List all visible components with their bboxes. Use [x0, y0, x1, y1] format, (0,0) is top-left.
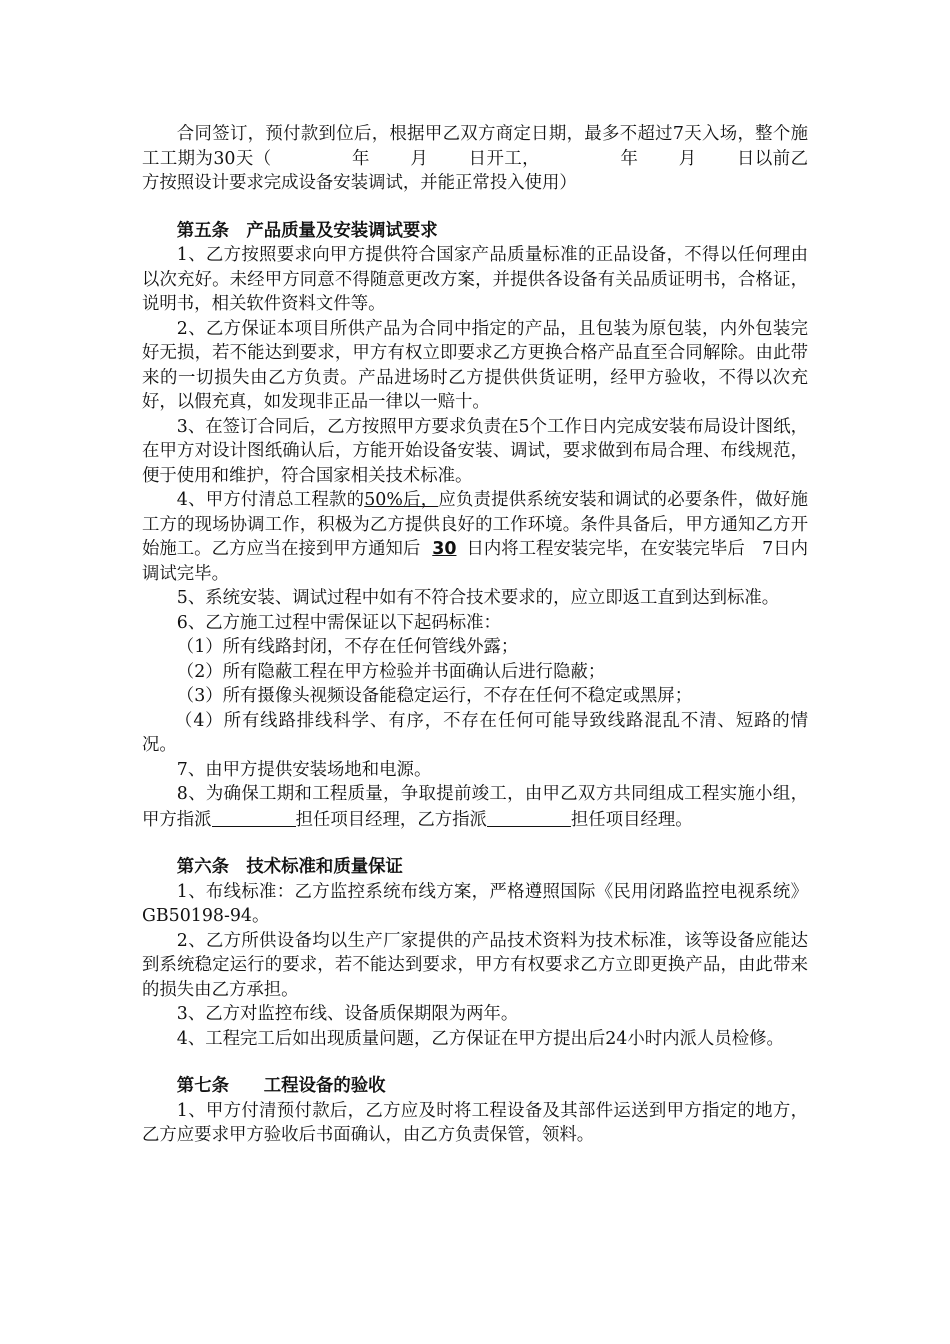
- intro-paragraph: [142, 122, 808, 196]
- item8-text-a: 8、为确保工期和工程质量，争取提前竣工，由甲乙双方共同组成工程实施小组，甲方指派: [142, 784, 808, 830]
- article7-title: 第七条 工程设备的验收: [176, 1076, 386, 1096]
- article5-item: 1、乙方按照要求向甲方提供符合国家产品质量标准的正品设备，不得以任何理由以次充好。未经甲方同意不得随意更改方案，并提供各设备有关品质证明书，合格证，说明书，相关软件资料文件等。: [142, 245, 808, 314]
- manager-a-blank: [212, 807, 296, 827]
- article5-title: 第五条 产品质量及安装调试要求: [176, 220, 438, 241]
- article5-item: 6、乙方施工过程中需保证以下起码标准：: [176, 612, 501, 633]
- article5-item: 5、系统安装、调试过程中如有不符合技术要求的，应立即返工直到达到标准。: [176, 588, 780, 608]
- article5-subitem: （4）所有线路排线科学、有序，不存在任何可能导致线路混乱不清、短路的情况。: [142, 710, 808, 755]
- contract-page: [142, 122, 808, 1148]
- article5-item-4: [142, 488, 808, 586]
- article5-item: 7、由甲方提供安装场地和电源。: [176, 759, 432, 780]
- date-month-1: 月: [409, 148, 429, 169]
- manager-b-blank: [487, 807, 571, 827]
- article7-item: 1、甲方付清预付款后，乙方应及时将工程设备及其部件运送到甲方指定的地方，乙方应要求甲方验收后书面确认，由乙方负责保管，领料。: [142, 1100, 808, 1145]
- intro-text: 合同签订，预付款到位后，根据甲乙双方商定日期，最多不超过7天入场，整个施工工期为30天（: [142, 124, 808, 169]
- date-year-2: 年: [620, 148, 639, 169]
- item8-text-b: 担任项目经理，乙方指派: [295, 809, 487, 830]
- item4-text-a: 4、甲方付清总工程款的: [176, 490, 365, 510]
- date-day-2: 日: [736, 148, 755, 169]
- item4-text-b: 应负责提供系统安装和调试的必要条件，做好施工方的现场协调工作，积极为乙方提供良好的工作环境。条件具备后，甲方通知乙方开始施工。乙方应当在接到甲方通知后: [142, 490, 808, 559]
- article5-item-8: [142, 782, 808, 832]
- article6-item: 3、乙方对监控布线、设备质保期限为两年。: [176, 1004, 519, 1024]
- article6-item: 2、乙方所供设备均以生产厂家提供的产品技术资料为技术标准，该等设备应能达到系统稳定运行的要求，若不能达到要求，甲方有权要求乙方立即更换产品，由此带来的损失由乙方承担。: [142, 930, 808, 1000]
- article6-title: 第六条 技术标准和质量保证: [176, 857, 403, 877]
- item8-text-c: 担任项目经理。: [570, 809, 693, 830]
- article6-item: 4、工程完工后如出现质量问题，乙方保证在甲方提出后24小时内派人员检修。: [176, 1028, 784, 1049]
- article5-item: 3、在签订合同后，乙方按照甲方要求负责在5个工作日内完成安装布局设计图纸，在甲方对设计图纸确认后，方能开始设备安装、调试，要求做到布局合理、布线规范，便于使用和维护，符合国家相关技术标准。: [142, 416, 808, 486]
- item4-days: 30: [432, 539, 457, 559]
- intro-text-end: 以前乙方按照设计要求完成设备安装调试，并能正常投入使用）: [142, 148, 808, 193]
- article5-item: 2、乙方保证本项目所供产品为合同中指定的产品，且包装为原包装，内外包装完好无损，若不能达到要求，甲方有权立即要求乙方更换合格产品直至合同解除。由此带来的一切损失由乙方负责。产品进场时乙方提供供货证明，经甲方验收，不得以次充好，以假充真，如发现非正品一律以一赔十。: [142, 318, 808, 412]
- article5-subitem: （3）所有摄像头视频设备能稳定运行，不存在任何不稳定或黑屏；: [176, 686, 693, 706]
- item4-text-c: 日内将工程安装完毕，在安装完毕后 7日内调试完毕。: [142, 539, 808, 584]
- date-day-1: 日开工，: [468, 148, 540, 169]
- date-year-1: 年: [351, 148, 370, 169]
- article5-subitem: （1）所有线路封闭，不存在任何管线外露；: [176, 637, 519, 657]
- article5-subitem: （2）所有隐蔽工程在甲方检验并书面确认后进行隐蔽；: [176, 661, 606, 682]
- article6-item: 1、布线标准：乙方监控系统布线方案，严格遵照国际《民用闭路监控电视系统》GB50198-94。: [142, 881, 808, 926]
- date-month-2: 月: [678, 148, 697, 169]
- item4-percent: 50%后，: [364, 490, 439, 510]
